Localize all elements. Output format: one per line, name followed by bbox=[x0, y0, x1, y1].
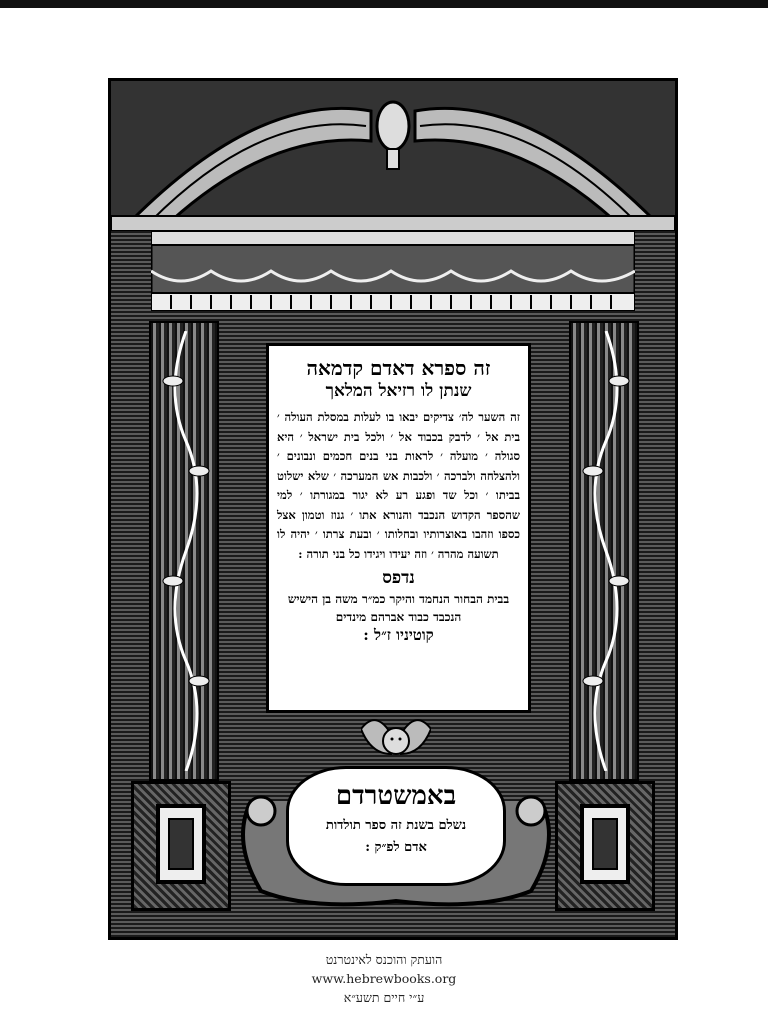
right-pedestal bbox=[555, 781, 655, 911]
printer-line3: קוטיניו ז״ל : bbox=[363, 626, 434, 644]
frieze-decoration bbox=[151, 231, 635, 311]
digitization-footer bbox=[0, 950, 768, 1007]
right-column bbox=[569, 321, 639, 781]
date-line1: נשלם בשנת זה ספר תולדות bbox=[325, 818, 467, 833]
footer-website-link[interactable]: www.hebrewbooks.org bbox=[311, 971, 457, 986]
left-pedestal bbox=[131, 781, 231, 911]
top-border-line bbox=[0, 0, 768, 8]
title-page-engraving bbox=[108, 78, 678, 940]
footer-line3: ע״י חיים תשע״א bbox=[343, 990, 425, 1005]
plaque-body-text: זה השער לה׳ צדיקים יבאו בו לעלות במסלת העולה ׳ בית אל ׳ לדבק בכבוד אל ׳ ולכל בית ישראל ׳ היא סגולה ׳ מועלה ׳ לראות בני בנים חכמים ונבונים ׳ ולהצלחה ולברכה ׳ ולכבות אש המערכה ׳ שלא ישלוט בביתו ׳ וכל שד ופגע רע לא יגור במגורתו ׳ למי שהספר הקדוש הנכבד והנורא אתו ׳ גנוז וטמון אצל כספו וזהבו באוצרותיו ובחלותו ׳ ובעת צרתו ׳ יהיה לו תשועה מהרה ׳ וזה יעידו ויגידו כל בני תורה : bbox=[277, 410, 520, 561]
vine-ornament-left bbox=[159, 331, 213, 771]
printer-line2: הנכבד כבוד אברהם מינדים bbox=[335, 610, 462, 624]
left-column bbox=[149, 321, 219, 781]
footer-line1: הועתק והוכנס לאינטרנט bbox=[325, 952, 443, 967]
book-title-line2: שנתן לו רזיאל המלאך bbox=[325, 381, 472, 401]
book-title-line1: זה ספרא דאדם קדמאה bbox=[306, 356, 491, 380]
date-line2: אדם לפ״ק : bbox=[365, 840, 427, 855]
arch-decoration bbox=[111, 81, 675, 231]
title-plaque bbox=[266, 343, 531, 713]
printed-heading: נדפס bbox=[382, 568, 415, 588]
city-name: באמשטרדם bbox=[335, 781, 457, 811]
city-cartouche bbox=[286, 766, 506, 886]
printer-line1: בבית הבחור הנחמד והיקר כמ״ר משה בן הישיש bbox=[287, 592, 510, 606]
vine-ornament-right bbox=[579, 331, 633, 771]
angel-head-ornament bbox=[361, 709, 431, 769]
